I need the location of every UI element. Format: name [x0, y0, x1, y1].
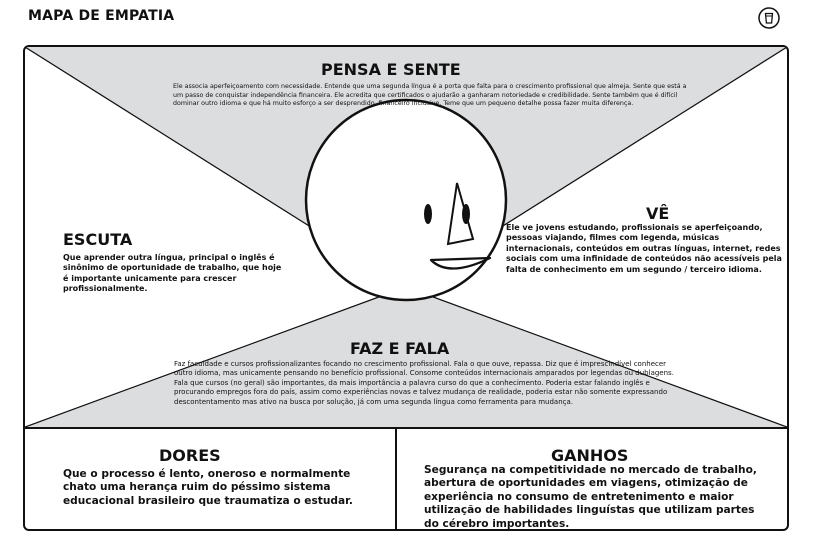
escuta-text: Que aprender outra língua, principal o inglês é sinônimo de oportunidade de trabalho, que hoje é importante unicamente para crescer profissionalmente. — [63, 253, 282, 294]
faz-e-fala-text: Faz faculdade e cursos profissionalizantes focando no crescimento profissional. Fala o que ouve, repassa. Diz que é imprescindível conhecer outro idioma, mas unicamente pensando no benefício profissional. Consome conteúdos internacionais amparados por legendas ou dublagens. Fala que cursos (no geral) são importantes, da mais importância a palavra curso do que a conhecimento. Poderia estar falando inglês e procurando empregos fora do país, assim como experiências novas e talvez mudança de realidade, poderia estar não somente expressando descontentamento mas ativo na busca por solução, já com uma segunda língua como ferramenta para mudança. — [174, 360, 674, 406]
dores-title: DORES — [159, 446, 221, 465]
faz-e-fala-title: FAZ E FALA — [350, 339, 450, 358]
ve-text: Ele ve jovens estudando, profissionais se aperfeiçoando, pessoas viajando, filmes com legenda, músicas internacionais, conteúdos em outras línguas, internet, redes sociais com uma infinidade de conteúdos não acessíveis pela falta de conhecimento em um segundo / terceiro idioma. — [506, 223, 782, 274]
ve-title: VÊ — [646, 204, 670, 223]
ganhos-text: Segurança na competitividade no mercado de trabalho, abertura de oportunidades em viagens, otimização de experiência no consumo de entretenimento e maior utilização de habilidades linguístas que utilizam partes do cérebro importantes. — [424, 464, 757, 530]
escuta-title: ESCUTA — [63, 230, 133, 249]
page-title: MAPA DE EMPATIA — [28, 8, 175, 24]
dores-text: Que o processo é lento, oneroso e normalmente chato uma herança ruim do péssimo sistema educacional brasileiro que traumatiza o estudar. — [63, 468, 353, 507]
pensa-e-sente-title: PENSA E SENTE — [321, 60, 461, 79]
cup-logo-icon — [758, 7, 780, 29]
pensa-e-sente-text: Ele associa aperfeiçoamento com necessidade. Entende que uma segunda língua é a porta que falta para o crescimento profissional que almeja. Sente que está a um passo de conquistar independência financeira. Ele acredita que certificados o ajudarão a ganharam notoriedade e credibilidade. Sente também que é difícil dominar outro idioma e que há muito esforço a ser desprendido, financeiro inclusive. Teme que um pequeno detalhe possa fazer muita diferença. — [173, 83, 687, 108]
empathy-map-board — [23, 45, 789, 531]
face-outline — [306, 100, 506, 300]
ganhos-title: GANHOS — [551, 446, 629, 465]
face — [306, 100, 506, 300]
left-eye-icon — [424, 204, 432, 224]
